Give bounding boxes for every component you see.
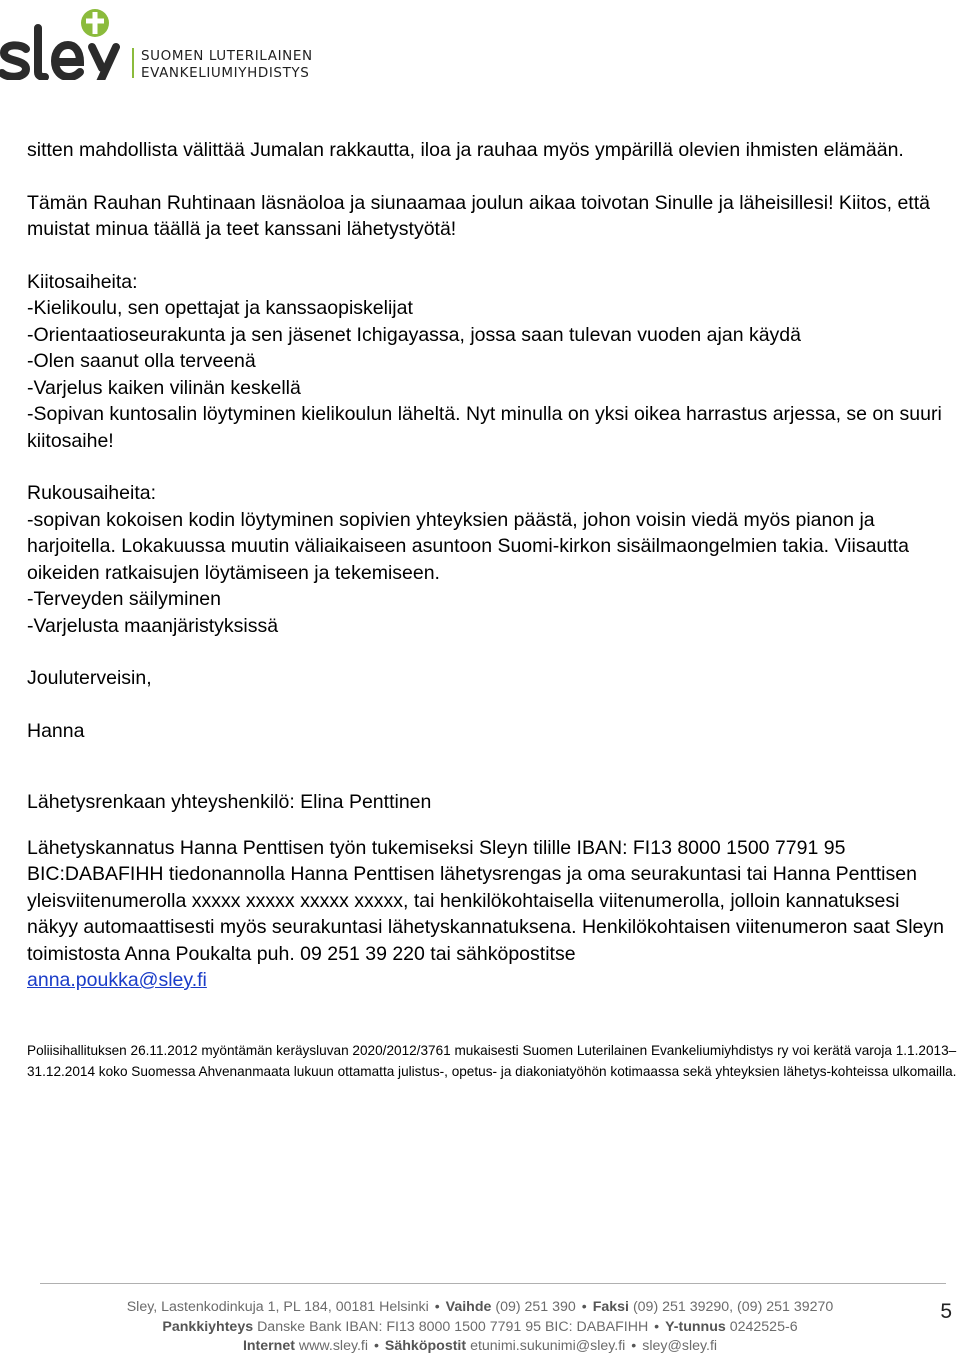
logo-text: [141, 48, 313, 82]
paragraph-1: sitten mahdollista välittää Jumalan rakkautta, iloa ja rauhaa myös ympärillä olevien ihmisten elämään.: [27, 139, 904, 161]
logo-line-1: SUOMEN LUTERILAINEN: [141, 48, 313, 64]
bullet: •: [581, 1299, 587, 1315]
footer-email-label: Sähköpostit: [384, 1338, 467, 1354]
footer-general-email[interactable]: sley@sley.fi: [642, 1338, 718, 1354]
footer: [40, 1298, 920, 1357]
list-item: -Terveyden säilyminen: [27, 588, 222, 610]
greeting: Jouluterveisin,: [27, 667, 152, 689]
prayer-section: [27, 480, 953, 639]
bullet: •: [654, 1318, 660, 1335]
list-item: -Sopivan kuntosalin löytyminen kielikoulun läheltä. Nyt minulla on yksi oikea harrastus arjessa, se on suuri kiitosaihe!: [27, 403, 942, 452]
footer-line-1: [40, 1298, 920, 1318]
footer-divider: [40, 1283, 946, 1284]
letter-body: [27, 137, 953, 994]
thanks-section: [27, 269, 953, 455]
bullet: •: [373, 1338, 379, 1354]
footer-bank: Danske Bank IBAN: FI13 8000 1500 7791 95 BIC: DABAFIHH: [257, 1318, 649, 1335]
sley-logo: [0, 4, 313, 81]
logo-line-2: EVANKELIUMIYHDISTYS: [141, 65, 310, 81]
footer-bank-label: Pankkiyhteys: [162, 1318, 254, 1335]
footer-line-2: [40, 1318, 920, 1338]
contact-person: Lähetysrenkaan yhteyshenkilö: Elina Penttinen: [27, 791, 432, 813]
bullet: •: [631, 1338, 637, 1354]
sley-wordmark: [0, 4, 136, 80]
list-item: -Orientaatioseurakunta ja sen jäsenet Ichigayassa, jossa saan tulevan vuoden ajan käydä: [27, 323, 801, 346]
footer-fax-label: Faksi: [592, 1299, 629, 1315]
email-link[interactable]: anna.poukka@sley.fi: [27, 969, 207, 991]
thanks-heading: Kiitosaiheita:: [27, 270, 138, 293]
support-text: Lähetyskannatus Hanna Penttisen työn tukemiseksi Sleyn tilille IBAN: FI13 8000 1500 7791 95 BIC:DABAFIHH tiedonannolla Hanna Penttisen lähetysrengas ja oma seurakuntasi tai Hanna Penttisen yleisviitenumerolla xxxxx xxxxx xxxxx xxxxx, tai henkilökohtaisella viitenumerolla, jolloin kannatuksesi näkyy automaattisesti myös seurakuntasi lähetyskannatuksena. Henkilökohtaisen viitenumeron saat Sleyn toimistosta Anna Poukalta puh. 09 251 39 220 tai sähköpostitse: [27, 836, 944, 965]
footer-phone-label: Vaihde: [445, 1299, 492, 1315]
bullet: •: [434, 1299, 440, 1315]
footer-email-pattern: etunimi.sukunimi@sley.fi: [470, 1338, 626, 1354]
list-item: -Kielikoulu, sen opettajat ja kanssaopiskelijat: [27, 297, 413, 319]
footer-line-3: [40, 1337, 920, 1357]
list-item: -Varjelusta maanjäristyksissä: [27, 614, 279, 637]
footer-ytunnus: 0242525-6: [729, 1318, 798, 1335]
logo-divider: [132, 48, 134, 78]
signature: Hanna: [27, 719, 85, 742]
support-info: [27, 835, 953, 994]
list-item: -Olen saanut olla terveenä: [27, 350, 256, 372]
list-item: -sopivan kokoisen kodin löytyminen sopivien yhteyksien päästä, johon voisin viedä myös pianon ja harjoitella. Lokakuussa muutin väliaikaiseen asuntoon Suomi-kirkon sisäilmaongelmien takia. Viisautta oikeiden ratkaisujen löytämiseen ja tekemiseen.: [27, 508, 909, 584]
footer-internet-label: Internet: [242, 1338, 295, 1354]
paragraph-2: Tämän Rauhan Ruhtinaan läsnäoloa ja siunaamaa joulun aikaa toivotan Sinulle ja läheisillesi! Kiitos, että muistat minua täällä ja teet kanssani lähetystyötä!: [27, 191, 930, 240]
footer-ytunnus-label: Y-tunnus: [665, 1318, 726, 1335]
prayer-heading: Rukousaiheita:: [27, 482, 156, 504]
footer-fax: (09) 251 39290, (09) 251 39270: [632, 1299, 834, 1315]
page-number: 5: [940, 1300, 952, 1323]
fundraising-notice: Poliisihallituksen 26.11.2012 myöntämän keräysluvan 2020/2012/3761 mukaisesti Suomen Luterilainen Evankeliumiyhdistys ry voi kerätä varoja 1.1.2013–31.12.2014 koko Suomessa Ahvenanmaata lukuun ottamatta julistus-, opetus- ja diakoniatyöhön kotimaassa sekä yhteyksien lähetys-kohteissa ulkomailla.: [27, 1043, 957, 1079]
list-item: -Varjelus kaiken vilinän keskellä: [27, 376, 301, 399]
footer-address: Sley, Lastenkodinkuja 1, PL 184, 00181 Helsinki: [126, 1299, 429, 1315]
footer-website[interactable]: www.sley.fi: [298, 1338, 369, 1354]
footer-phone: (09) 251 390: [495, 1299, 576, 1315]
